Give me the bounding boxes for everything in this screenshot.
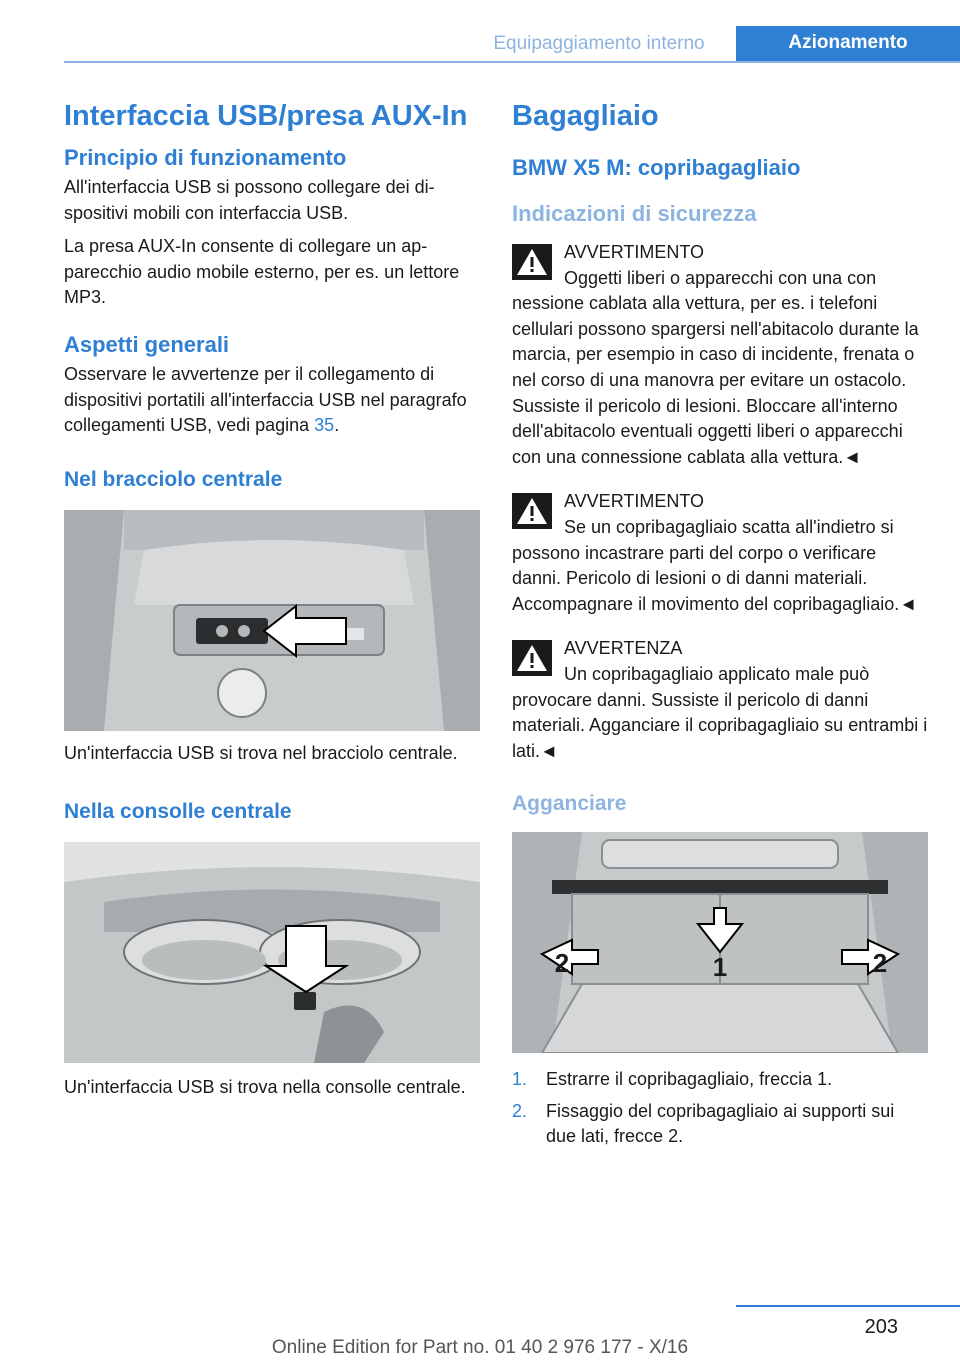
list-item: 2. Fissaggio del copribagagliaio ai supporti sui due lati, frecce 2. xyxy=(512,1100,895,1147)
hook-steps-list xyxy=(512,1067,928,1150)
trunk-cover-photo xyxy=(512,832,928,1053)
warning-2 xyxy=(512,489,928,617)
warning-text: nessione cablata alla vettura, per es. i telefoni cellulari possono spargersi nell'abitacolo durante la marcia, per esempio in caso di incidente, frenata o nel corso di una manovra per evitare un ostacolo. Sussiste il pericolo di lesioni. Bloccare all'interno dell'abitacolo eventuali oggetti liberi o apparecchi con una connessione cablata alla vettura.◄ xyxy=(512,293,919,467)
page-link[interactable]: 35 xyxy=(314,415,335,436)
warning-first-line: Se un copribagagliaio scatta all'indietro si xyxy=(564,516,894,537)
warning-label: AVVERTIMENTO xyxy=(564,491,705,512)
heading-cover: BMW X5 M: copribagagliaio xyxy=(512,155,801,180)
console-usb-photo xyxy=(64,842,480,1063)
section-title-trunk: Bagagliaio xyxy=(512,100,659,132)
warning-label: AVVERTIMENTO xyxy=(564,242,705,262)
header-divider xyxy=(64,61,960,63)
warning-text: provocare danni. Sussiste il pericolo di danni materiali. Agganciare il copribagagliaio su entrambi i lati.◄ xyxy=(512,689,928,761)
armrest-usb-photo xyxy=(64,510,480,731)
warning-1 xyxy=(512,240,928,470)
section-title-usb: Interfaccia USB/presa AUX-In xyxy=(64,100,468,132)
footer-edition: Online Edition for Part no. 01 40 2 976 177 - X/16 xyxy=(271,1337,689,1358)
list-item: 1. Estrarre il copribagagliaio, freccia 1. xyxy=(512,1069,833,1090)
heading-general: Aspetti generali xyxy=(64,331,230,357)
caption-console: Un'interfaccia USB si trova nella consolle centrale. xyxy=(64,1077,466,1098)
heading-console: Nella consolle centrale xyxy=(64,800,292,824)
right-column xyxy=(512,100,928,1156)
heading-safety: Indicazioni di sicurezza xyxy=(512,201,757,226)
heading-hook: Agganciare xyxy=(512,792,627,816)
figure-label-left: 2 xyxy=(554,948,570,979)
warning-triangle-icon xyxy=(512,640,552,676)
warning-triangle-icon xyxy=(512,493,552,529)
heading-armrest: Nel bracciolo centrale xyxy=(64,467,283,491)
warning-text: possono incastrare parti del corpo o verificare danni. Pericolo di lesioni o di danni materiali. Accompagnare il movimento del copribagagliaio.◄ xyxy=(512,542,918,614)
warning-first-line: Oggetti liberi o apparecchi con una con xyxy=(564,267,877,288)
warning-3 xyxy=(512,636,928,764)
warning-triangle-icon xyxy=(512,244,552,280)
paragraph-usb: All'interfaccia USB si possono collegare dei dispositivi mobili con interfaccia USB. xyxy=(64,177,435,223)
caption-armrest: Un'interfaccia USB si trova nel bracciolo centrale. xyxy=(64,742,458,763)
warning-first-line: Un copribagagliaio applicato male può xyxy=(564,663,870,684)
warning-label: AVVERTENZA xyxy=(564,638,683,659)
figure-label-right: 2 xyxy=(872,948,888,979)
paragraph-aux: La presa AUX-In consente di collegare un apparecchio audio mobile esterno, per es. un lettore MP3. xyxy=(64,236,460,308)
page-number-rule xyxy=(736,1305,960,1307)
figure-label-center: 1 xyxy=(712,952,728,983)
heading-principle: Principio di funzionamento xyxy=(64,145,347,170)
header-section-tab[interactable]: Equipaggiamento interno xyxy=(493,33,705,54)
left-column xyxy=(64,100,480,1101)
paragraph-general: Osservare le avvertenze per il collegamento di dispositivi portatili all'interfaccia USB nel paragrafo collegamenti USB, vedi pagina 35. xyxy=(64,363,467,436)
page-number: 203 xyxy=(864,1316,898,1338)
header-chapter-tab[interactable]: Azionamento xyxy=(736,26,960,62)
